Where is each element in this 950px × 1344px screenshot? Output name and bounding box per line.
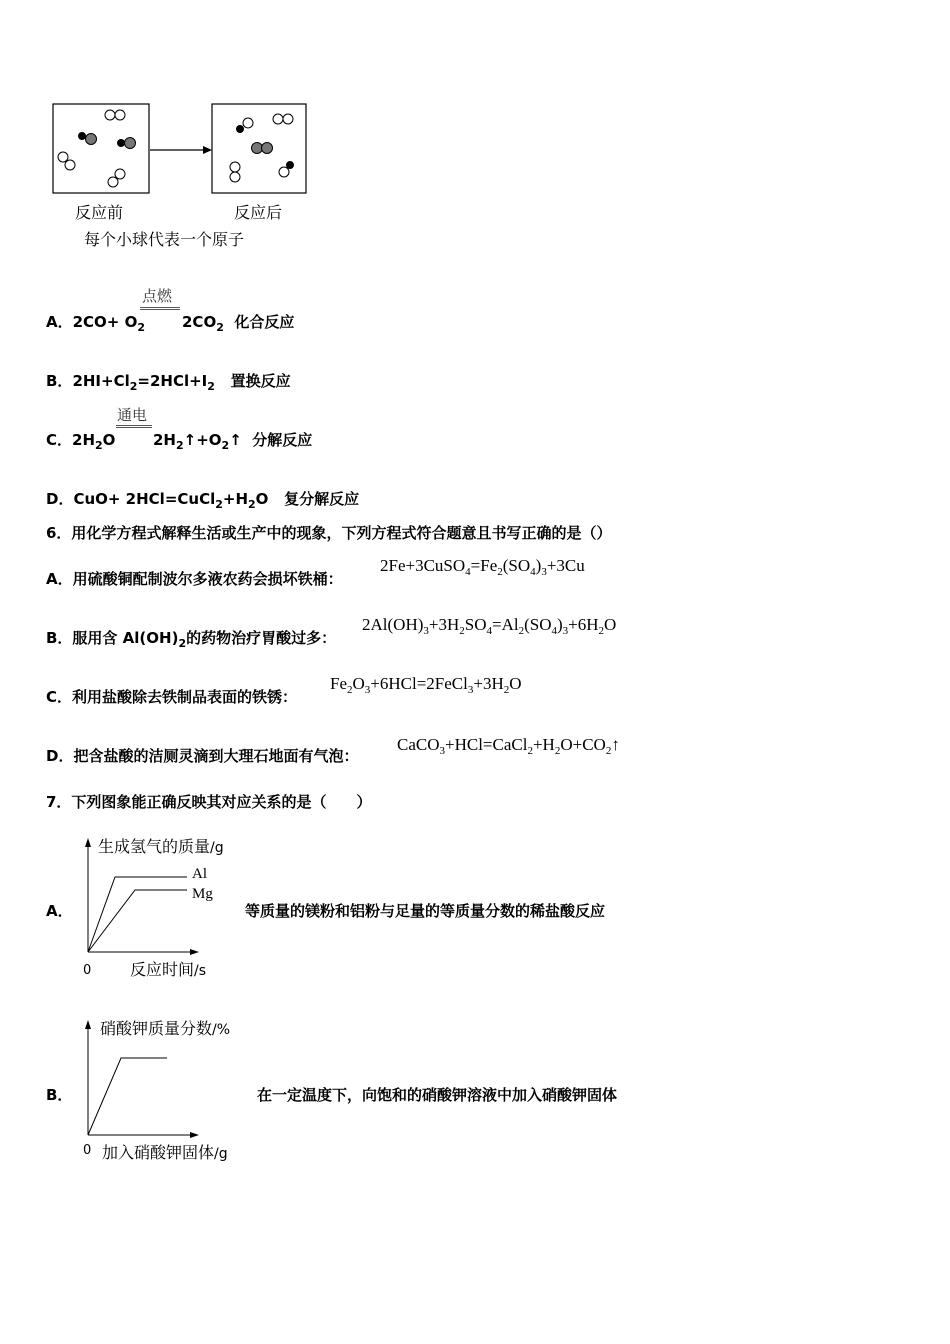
after-molecules [230,114,294,182]
eq-part: O [604,615,617,634]
eq-part: O [509,674,522,693]
q5-option-b [46,370,291,393]
eq-part: O [255,490,269,508]
eq-part: SO [464,615,487,634]
series-mg-line [88,890,187,952]
eq-sub: 2 [527,745,533,757]
q6-option-b-eq [362,615,616,637]
before-box [53,104,149,193]
condition-line [116,425,152,428]
q7-stem: 7．下列图象能正确反映其对应关系的是（ ） [46,793,372,811]
diagram-caption: 每个小球代表一个原子 [84,230,245,249]
origin-label: 0 [83,1143,92,1158]
eq-sub: 2 [347,684,353,696]
eq-part: 2CO [182,313,217,331]
eq-part: +3Cu [546,556,585,575]
eq-part: +6H [568,615,599,634]
y-axis-label: 生成氢气的质量/g [98,837,224,856]
eq-sub: 2 [176,439,184,452]
q6-option-b-text [46,627,336,650]
q5-option-d [46,488,359,511]
eq-part: (SO [502,556,531,575]
origin-label: 0 [83,963,92,978]
eq-part: =Fe [470,556,498,575]
eq-sub: 2 [216,321,224,334]
eq-part: 2H [153,431,176,449]
option-letter: D． [46,490,74,508]
x-axis-label: 加入硝酸钾固体/g [102,1143,228,1162]
q6-option-a-eq [380,556,585,578]
eq-part: O+CO [560,735,606,754]
y-axis-arrow-icon [85,1020,91,1029]
before-label: 反应前 [75,203,124,222]
text-part: 的药物治疗胃酸过多： [186,629,337,647]
eq-sub: 2 [248,498,256,511]
eq-sub: 2 [554,745,561,757]
reaction-type: 复分解反应 [284,490,360,508]
eq-sub: 4 [486,625,492,637]
eq-sub: 2 [605,745,612,757]
eq-part: (SO [524,615,552,634]
eq-sub: 4 [465,566,471,578]
eq-part: +H [222,490,249,508]
eq-sub: 2 [95,439,103,452]
q5-option-a-right [182,311,294,334]
eq-sub: 4 [551,625,557,637]
condition-electric: 通电 [117,406,148,424]
q7-chart-a [75,832,255,982]
reaction-type: 置换反应 [230,372,291,390]
text-sub: 2 [178,637,187,650]
q6-option-d-text: D．把含盐酸的洁厕灵滴到大理石地面有气泡： [46,747,359,765]
eq-part: ↑ [229,431,242,449]
eq-sub: 2 [497,566,503,578]
eq-sub: 3 [541,566,547,578]
condition-ignite: 点燃 [142,287,173,305]
option-letter: B． [46,372,73,390]
eq-sub: 2 [215,498,223,511]
q7-option-a-letter: A． [46,902,73,920]
q7-option-b-letter: B． [46,1086,73,1104]
series-line [88,1058,167,1135]
eq-sub: 2 [129,380,138,393]
eq-sub: 3 [562,625,569,637]
q6-option-d-eq [397,735,620,757]
eq-part: O [102,431,116,449]
eq-part: 2H [72,431,96,449]
eq-sub: 2 [503,684,510,696]
eq-part: ↑ [611,735,620,754]
eq-part: 2Al(OH) [362,615,424,634]
series-mg-label: Mg [192,886,213,902]
eq-sub: 2 [459,625,465,637]
x-axis-arrow-icon [190,949,199,955]
x-axis-arrow-icon [190,1132,199,1138]
eq-part: O [352,674,365,693]
q7-chart-b [75,1014,255,1166]
after-label: 反应后 [234,203,283,222]
q6-stem: 6．用化学方程式解释生活或生产中的现象，下列方程式符合题意且书写正确的是（） [46,524,612,542]
eq-part: 2CO+ O [72,313,138,331]
q5-option-c-right [153,429,312,452]
x-axis-label: 反应时间/s [130,960,207,979]
series-al-line [88,877,187,952]
eq-sub: 4 [530,566,536,578]
eq-part: +H [532,735,555,754]
eq-sub: 2 [598,625,605,637]
y-axis-arrow-icon [85,838,91,847]
q5-option-a [46,311,145,334]
q7-option-a-description: 等质量的镁粉和铝粉与足量的等质量分数的稀盐酸反应 [245,902,606,920]
eq-sub: 3 [439,745,445,757]
eq-part: =2HCl+I [137,372,208,390]
y-axis-label: 硝酸钾质量分数/% [100,1019,231,1038]
eq-part: +3H [428,615,460,634]
eq-part: 2HI+Cl [72,372,130,390]
before-molecules [58,110,136,187]
eq-part: +HCl=CaCl [445,735,528,754]
eq-part: +6HCl=2FeCl [370,674,468,693]
q5-option-c [46,429,115,452]
q7-option-b-description: 在一定温度下，向饱和的硝酸钾溶液中加入硝酸钾固体 [257,1086,618,1104]
eq-part: CuO+ 2HCl=CuCl [73,490,216,508]
q6-option-a-text: A．用硫酸铜配制波尔多液农药会损坏铁桶： [46,570,343,588]
eq-sub: 3 [467,684,474,696]
eq-sub: 2 [518,625,525,637]
eq-part: Fe [330,674,347,693]
reaction-type: 化合反应 [234,313,295,331]
condition-line [140,307,180,310]
reaction-arrow-icon [150,146,212,154]
reaction-type: 分解反应 [252,431,313,449]
eq-part: 2Fe+3CuSO [380,556,466,575]
eq-part: ↑+O [183,431,222,449]
eq-part: ) [535,556,542,575]
eq-sub: 2 [137,321,146,334]
series-al-label: Al [192,866,207,882]
eq-sub: 2 [221,439,230,452]
eq-part: =Al [492,615,519,634]
eq-part: ) [557,615,563,634]
q6-option-c-text: C．利用盐酸除去铁制品表面的铁锈： [46,688,298,706]
q6-option-c-eq [330,674,522,696]
option-letter: A． [46,313,73,331]
eq-sub: 3 [423,625,429,637]
eq-part: CaCO [397,735,440,754]
option-letter: C． [46,431,73,449]
eq-sub: 2 [207,380,215,393]
text-part: B．服用含 Al(OH) [46,629,179,647]
eq-part: +3H [473,674,504,693]
eq-sub: 3 [364,684,371,696]
